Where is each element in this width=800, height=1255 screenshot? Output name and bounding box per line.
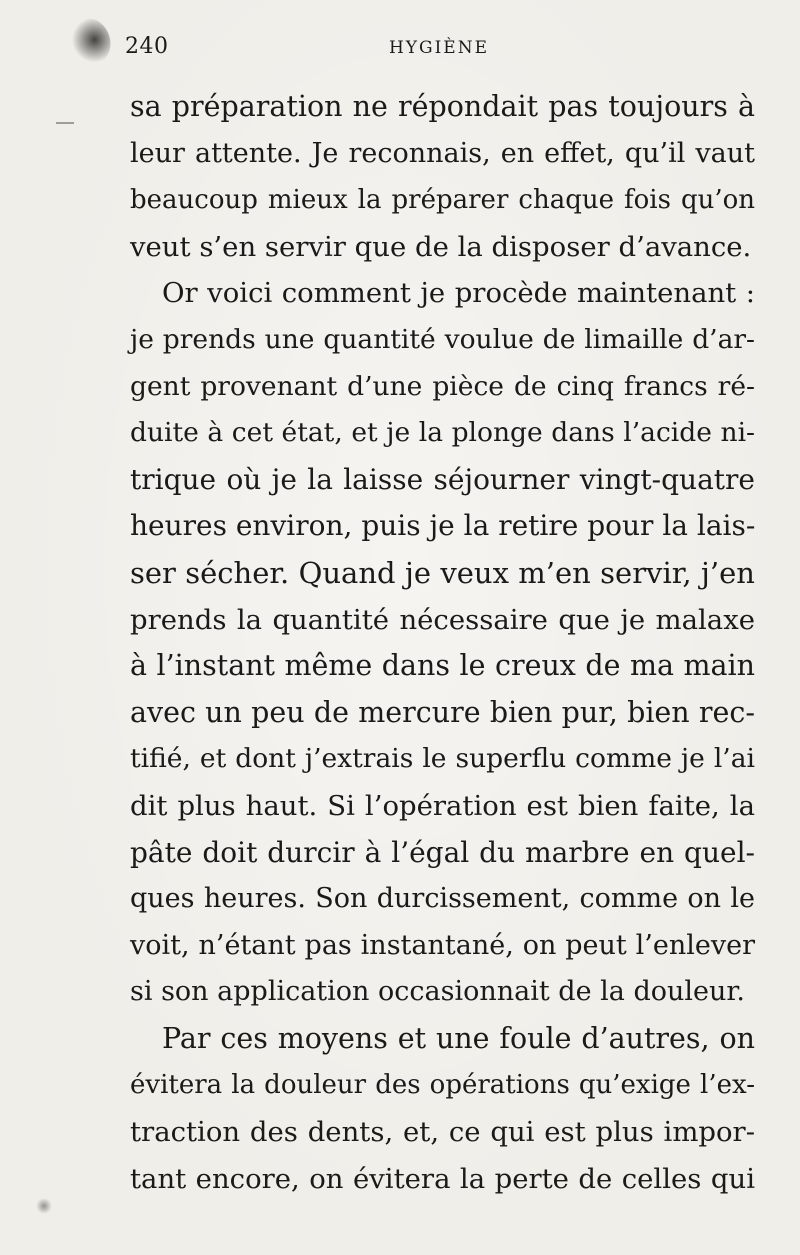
text-line: traction des dents, et, ce qui est plus impor-: [130, 1116, 755, 1149]
text-line: heures environ, puis je la retire pour la lais-: [130, 509, 756, 543]
text-line: sa préparation ne répondait pas toujours à: [130, 90, 755, 123]
text-line: gent provenant d’une pièce de cinq francs ré-: [130, 370, 755, 402]
text-line: veut s’en servir que de la disposer d’avance.: [130, 230, 752, 263]
text-line: si son application occasionnait de la douleur.: [130, 976, 745, 1008]
body-text: [130, 84, 755, 1202]
text-line: pâte doit durcir à l’égal du marbre en quel-: [130, 835, 755, 869]
text-line: ques heures. Son durcissement, comme on le: [130, 883, 755, 915]
page-number: 240: [125, 34, 169, 59]
text-line: leur attente. Je reconnais, en effet, qu’il vaut: [130, 137, 755, 169]
running-head: HYGIÈNE: [388, 38, 490, 58]
text-line: je prends une quantité voulue de limaille d’ar-: [130, 323, 755, 355]
text-line: évitera la douleur des opérations qu’exige l’ex-: [130, 1070, 755, 1101]
text-line: Par ces moyens et une foule d’autres, on: [162, 1021, 755, 1055]
paper-speck: [36, 1198, 52, 1214]
text-line: Or voici comment je procède maintenant :: [162, 277, 755, 310]
text-line: prends la quantité nécessaire que je malaxe: [130, 603, 755, 636]
text-line: trique où je la laisse séjourner vingt-quatre: [130, 462, 755, 496]
margin-mark: [56, 122, 74, 124]
text-line: tant encore, on évitera la perte de celles qui: [130, 1162, 755, 1195]
text-line: duite à cet état, et je la plonge dans l’acide ni-: [130, 417, 755, 449]
text-line: avec un peu de mercure bien pur, bien rec-: [130, 695, 755, 729]
text-line: dit plus haut. Si l’opération est bien faite, la: [130, 789, 755, 822]
text-line: voit, n’étant pas instantané, on peut l’enlever: [130, 929, 755, 961]
ink-smudge: [65, 13, 116, 69]
text-line: beaucoup mieux la préparer chaque fois qu’on: [130, 185, 755, 216]
page-header: [125, 28, 753, 68]
text-line: à l’instant même dans le creux de ma main: [130, 649, 755, 683]
text-line: tifié, et dont j’extrais le superflu comme je l’ai: [130, 743, 755, 775]
text-line: ser sécher. Quand je veux m’en servir, j’en: [130, 555, 755, 590]
